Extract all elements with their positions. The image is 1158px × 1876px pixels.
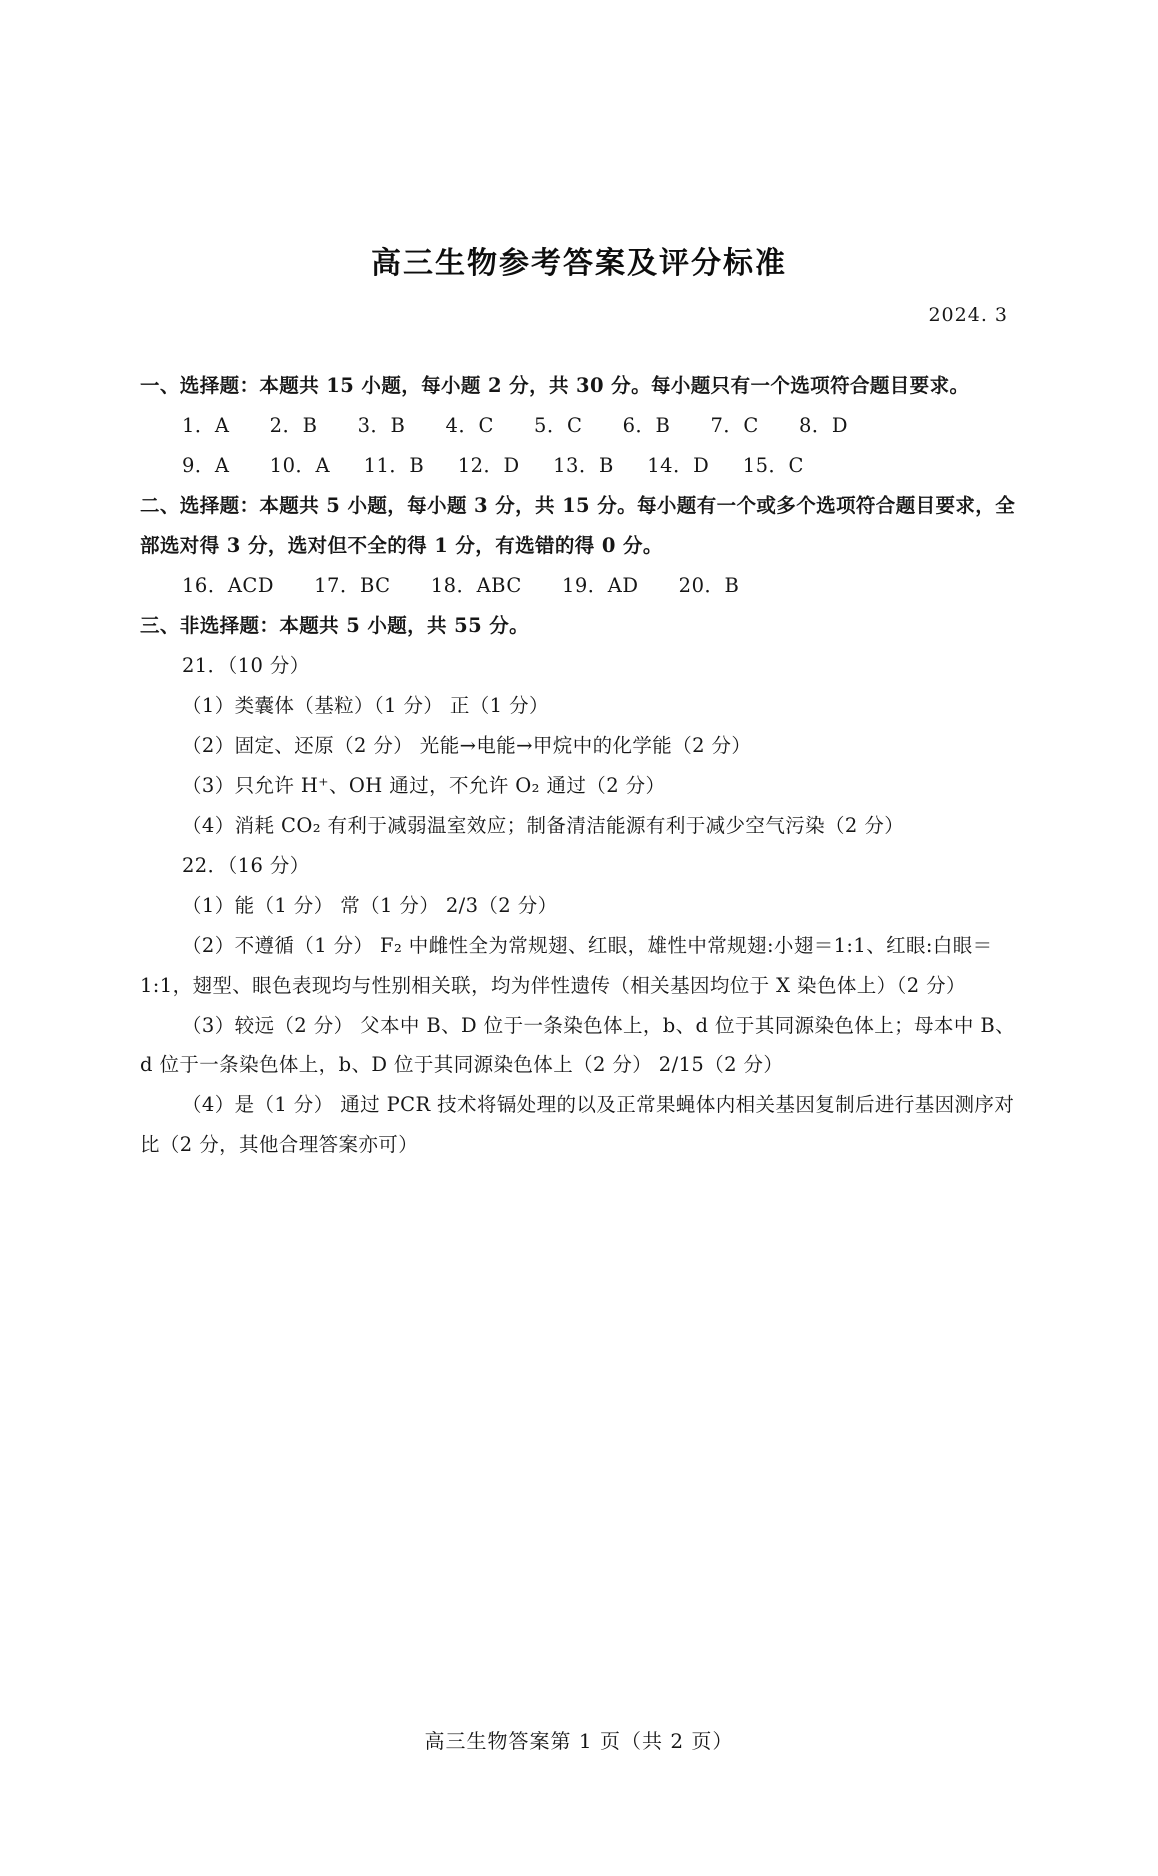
section-two-answers-row-1: 16．ACD 17．BC 18．ABC 19．AD 20．B [182, 573, 740, 597]
question-21-number: 21．（10 分） [182, 653, 310, 677]
page-footer: 高三生物答案第 1 页（共 2 页） [424, 1729, 734, 1753]
section-three-heading [140, 606, 1018, 646]
document-date: 2024. 3 [928, 304, 1008, 326]
section-three-label: 三、非选择题： [140, 613, 280, 637]
section-three-text: 本题共 5 小题，共 55 分。 [279, 613, 530, 637]
section-one-heading [140, 366, 1018, 406]
section-one-answers-row-2: 9．A 10．A 11．B 12．D 13．B 14．D 15．C [182, 453, 804, 477]
section-two-label: 二、选择题： [140, 493, 260, 517]
section-two-heading [140, 486, 1018, 566]
section-two-text: 本题共 5 小题，每小题 3 分，共 15 分。每小题有一个或多个选项符合题目要求，全部选对得 3 分，选对但不全的得 1 分，有选错的得 0 分。 [140, 493, 1016, 557]
question-22-item-3: （3）较远（2 分） 父本中 B、D 位于一条染色体上，b、d 位于其同源染色体上；母本中 B、d 位于一条染色体上，b、D 位于其同源染色体上（2 分） 2/15（2 分） [140, 1013, 1015, 1077]
question-22-number: 22．（16 分） [182, 853, 310, 877]
question-21-item-4: （4）消耗 CO₂ 有利于减弱温室效应；制备清洁能源有利于减少空气污染（2 分） [182, 813, 905, 837]
section-one-text: 本题共 15 小题，每小题 2 分，共 30 分。每小题只有一个选项符合题目要求。 [259, 374, 970, 397]
section-one-label: 一、选择题： [140, 374, 260, 397]
section-one-answers-row-1: 1．A 2．B 3．B 4．C 5．C 6．B 7．C 8．D [182, 413, 849, 437]
question-21-item-1: （1）类囊体（基粒）（1 分） 正（1 分） [182, 693, 549, 717]
question-21-item-2: （2）固定、还原（2 分） 光能→电能→甲烷中的化学能（2 分） [182, 733, 752, 757]
answer-sheet-page [0, 238, 1158, 1876]
question-22-item-2: （2）不遵循（1 分） F₂ 中雌性全为常规翅、红眼，雄性中常规翅:小翅＝1:1、红眼:白眼＝1:1，翅型、眼色表现均与性别相关联，均为伴性遗传（相关基因均位于 X 染色体上）（2 分） [140, 933, 993, 997]
page-title: 高三生物参考答案及评分标准 [371, 246, 787, 281]
document-body [0, 366, 1158, 1165]
question-22-item-4: （4）是（1 分） 通过 PCR 技术将镉处理的以及正常果蝇体内相关基因复制后进行基因测序对比（2 分，其他合理答案亦可） [140, 1093, 1015, 1157]
question-22-item-1: （1）能（1 分） 常（1 分） 2/3（2 分） [182, 893, 558, 917]
question-21-item-3: （3）只允许 H⁺、OH 通过，不允许 O₂ 通过（2 分） [182, 773, 666, 797]
